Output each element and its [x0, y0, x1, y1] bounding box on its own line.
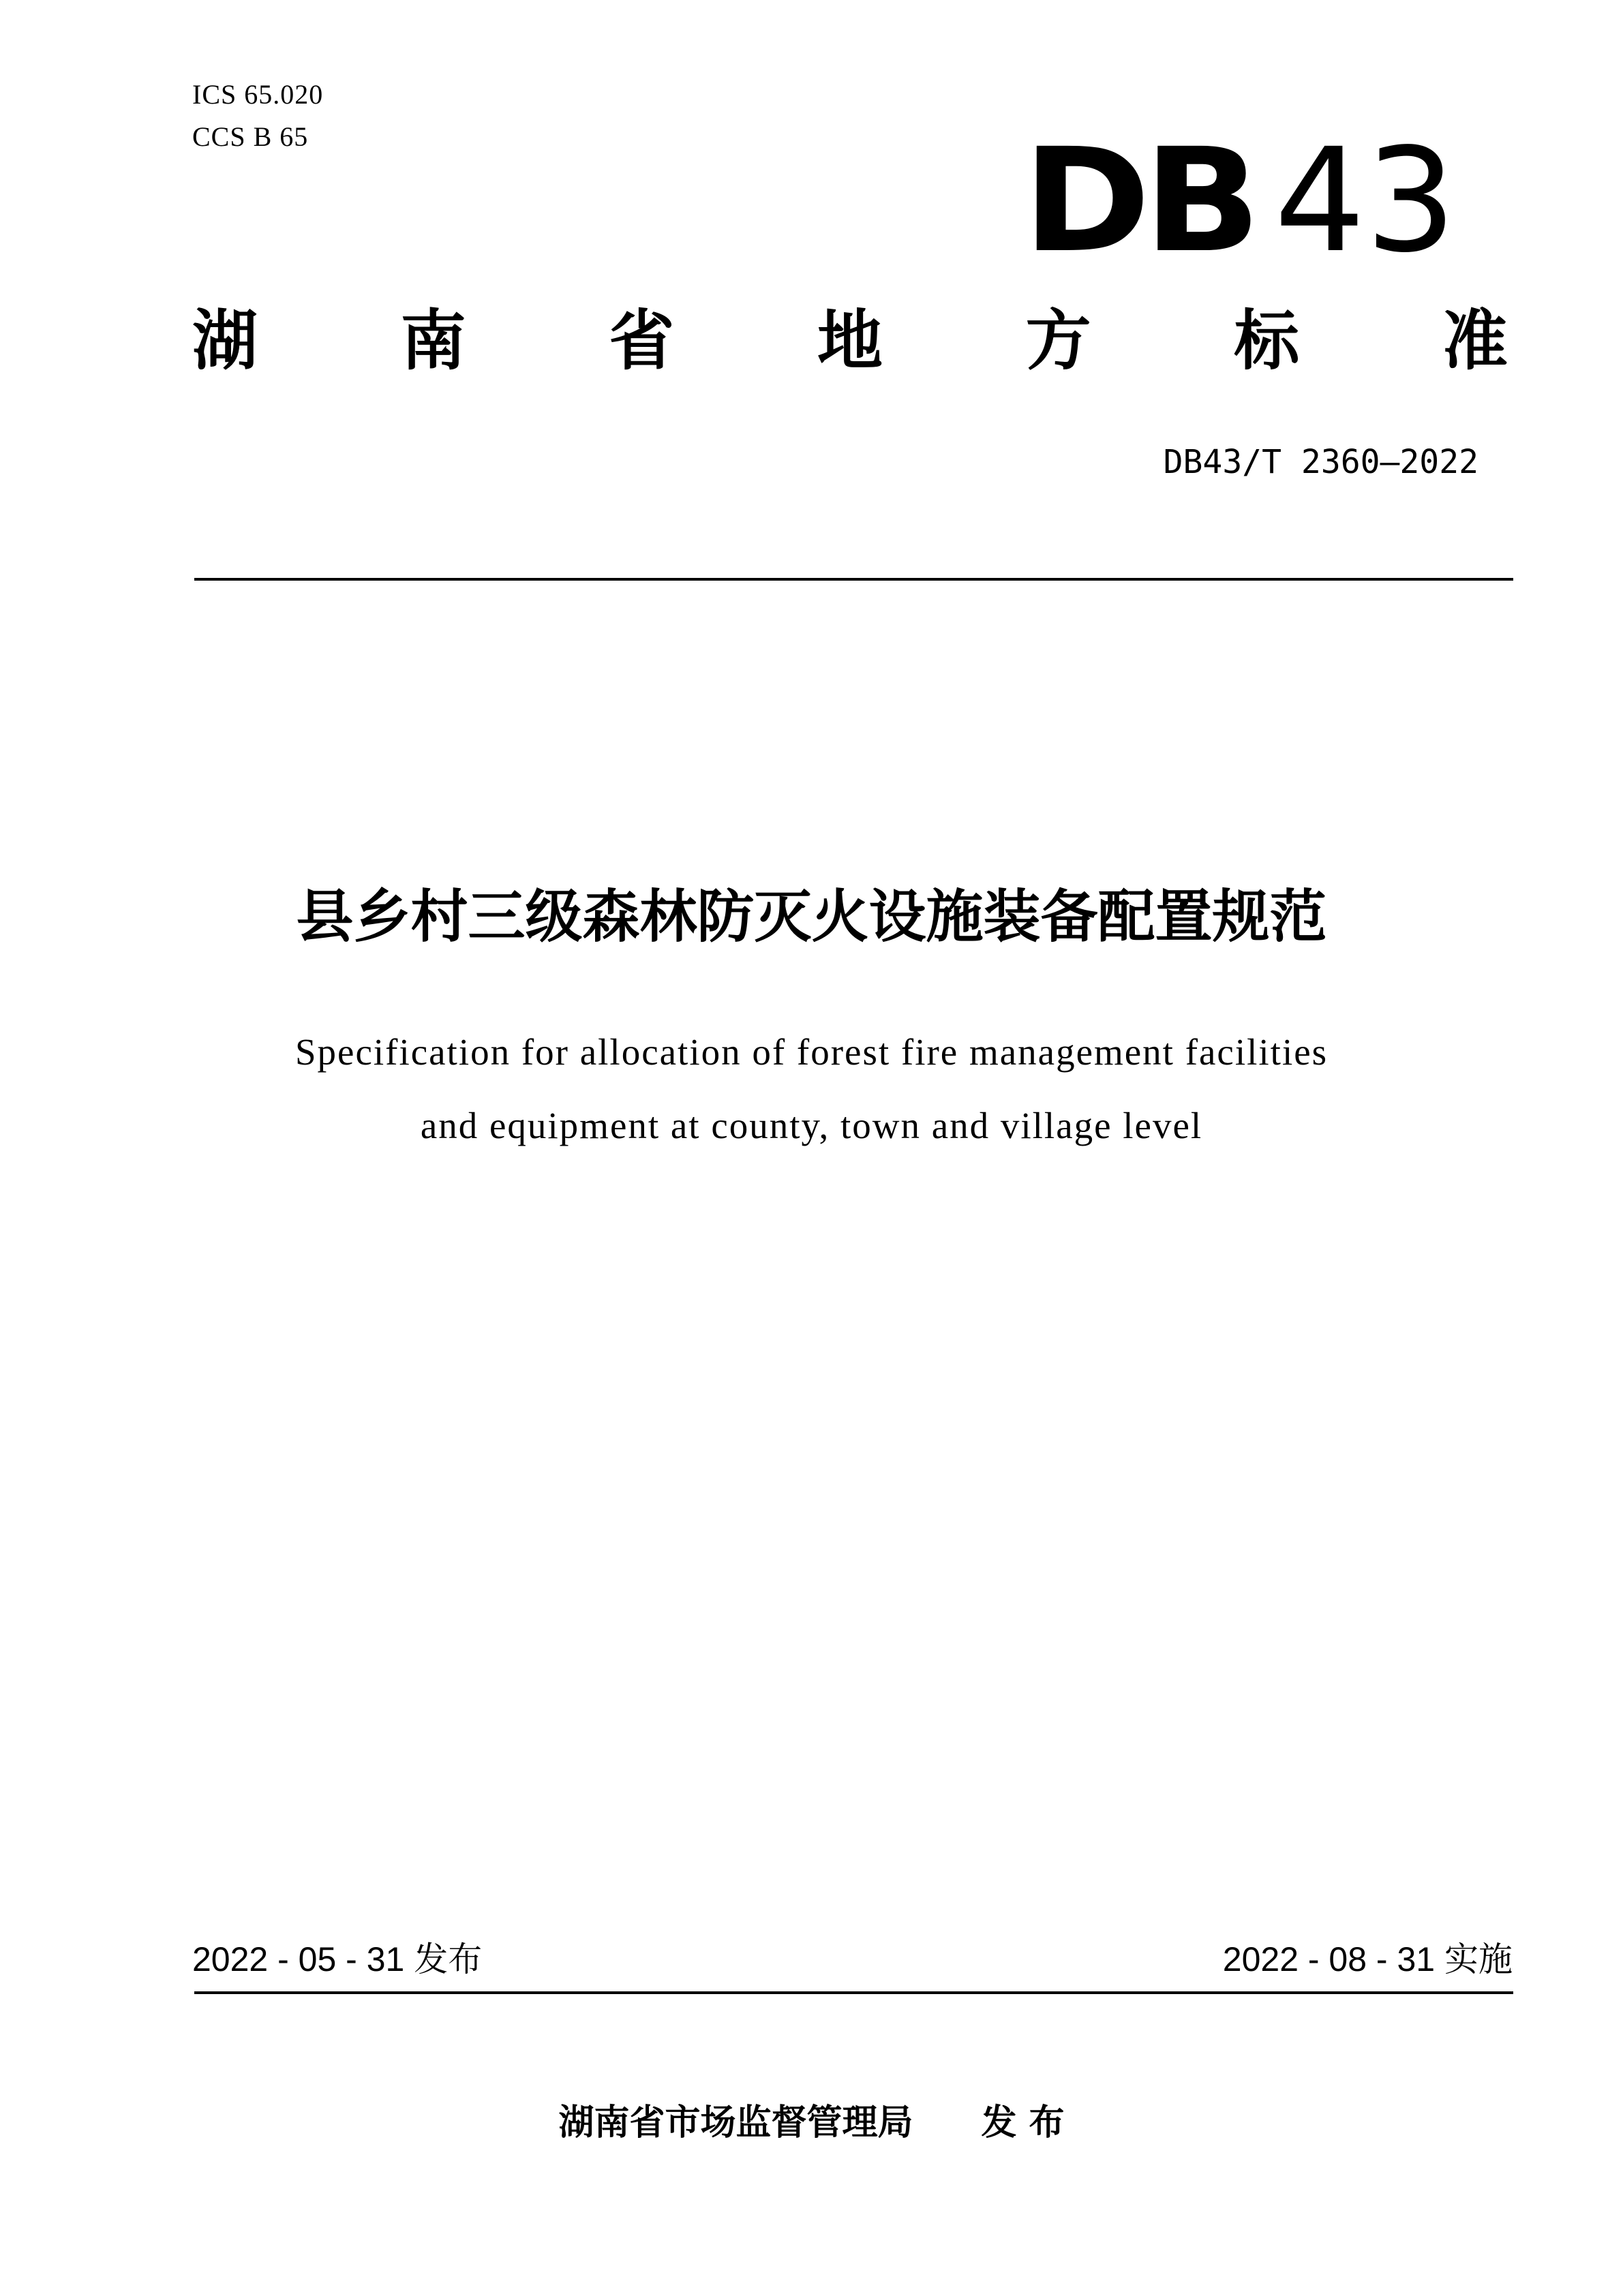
- ics-code: ICS 65.020: [192, 79, 324, 110]
- title-english-line-1: Specification for allocation of forest fire management facilities: [294, 1031, 1329, 1073]
- standard-type-char: 省: [609, 303, 675, 379]
- top-divider: [194, 578, 1513, 581]
- standard-type-char: 南: [400, 303, 466, 379]
- title-english-line-2: and equipment at county, town and village level: [420, 1105, 1203, 1146]
- standard-number: DB43/T 2360—2022: [1163, 443, 1478, 481]
- classification-codes: [192, 74, 323, 158]
- title-chinese: 县乡村三级森林防灭火设施装备配置规范: [296, 883, 1327, 950]
- standard-type-char: 准: [1442, 303, 1508, 379]
- db-logo-number: 43: [1274, 117, 1457, 284]
- title-english: [0, 1015, 1623, 1163]
- standard-type-char: 标: [1234, 303, 1300, 379]
- implementation-date: 2022 - 08 - 31 实施: [1222, 1940, 1513, 1978]
- ccs-code: CCS B 65: [192, 121, 309, 152]
- db-logo: [1022, 117, 1457, 284]
- db-logo-letters: DB: [1022, 117, 1254, 284]
- standard-type-heading: [192, 300, 1508, 382]
- release-date: 2022 - 05 - 31 发布: [192, 1940, 483, 1978]
- standard-type-char: 湖: [192, 303, 258, 379]
- issuer-action: 发 布: [981, 2102, 1065, 2143]
- standard-type-char: 方: [1025, 303, 1091, 379]
- standard-type-char: 地: [817, 303, 883, 379]
- issuer-line: [0, 2096, 1623, 2150]
- bottom-divider: [194, 1991, 1513, 1994]
- issuer-organization: 湖南省市场监督管理局: [558, 2102, 913, 2143]
